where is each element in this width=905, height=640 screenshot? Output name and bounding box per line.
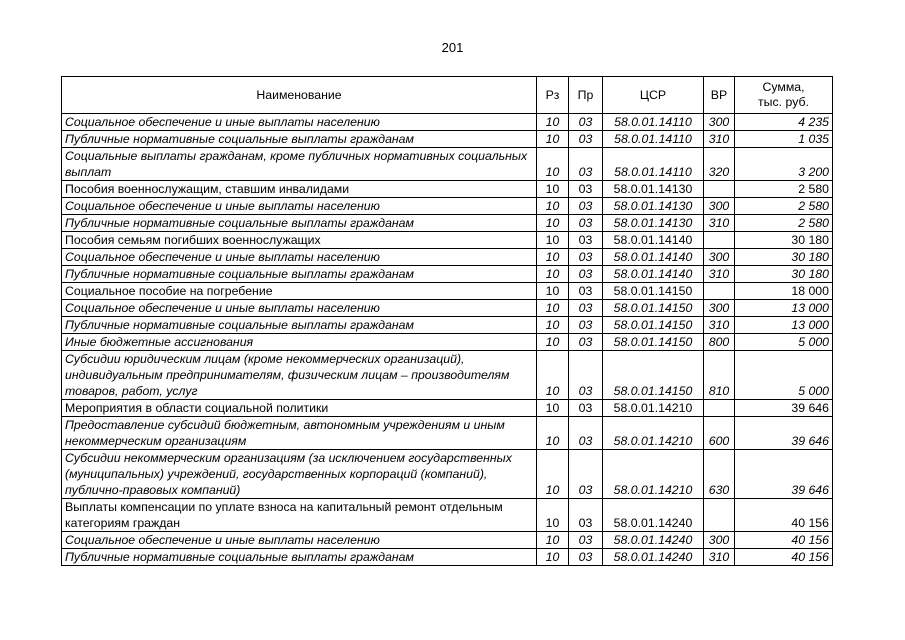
table-row [62,351,833,400]
cell-rz: 10 [537,400,569,417]
cell-pr: 03 [569,417,603,450]
cell-csr: 58.0.01.14130 [603,198,704,215]
cell-name: Социальное обеспечение и иные выплаты населению [62,249,537,266]
cell-name: Иные бюджетные ассигнования [62,334,537,351]
cell-name: Субсидии юридическим лицам (кроме некоммерческих организаций), индивидуальным предпринимателям, физическим лицам – производителям товаров, работ, услуг [62,351,537,400]
table-row [62,181,833,198]
cell-vr: 320 [704,148,735,181]
table-row [62,300,833,317]
cell-vr: 630 [704,450,735,499]
cell-name: Социальное обеспечение и иные выплаты населению [62,114,537,131]
cell-rz: 10 [537,198,569,215]
cell-amount: 39 646 [735,417,833,450]
cell-rz: 10 [537,266,569,283]
table-row [62,417,833,450]
cell-csr: 58.0.01.14240 [603,532,704,549]
cell-rz: 10 [537,334,569,351]
cell-csr: 58.0.01.14150 [603,334,704,351]
table-row [62,148,833,181]
cell-name: Социальное пособие на погребение [62,283,537,300]
cell-amount: 3 200 [735,148,833,181]
budget-table [61,76,833,566]
header-name: Наименование [62,77,537,114]
cell-pr: 03 [569,549,603,566]
cell-pr: 03 [569,266,603,283]
cell-csr: 58.0.01.14150 [603,300,704,317]
cell-amount: 2 580 [735,198,833,215]
cell-rz: 10 [537,499,569,532]
cell-vr: 600 [704,417,735,450]
table-row [62,232,833,249]
table-row [62,532,833,549]
cell-vr: 810 [704,351,735,400]
page-number: 201 [441,40,464,55]
cell-rz: 10 [537,249,569,266]
cell-vr: 300 [704,249,735,266]
cell-csr: 58.0.01.14110 [603,114,704,131]
header-pr: Пр [569,77,603,114]
cell-vr: 300 [704,114,735,131]
table-row [62,283,833,300]
cell-pr: 03 [569,181,603,198]
cell-name: Социальное обеспечение и иные выплаты населению [62,300,537,317]
cell-name: Выплаты компенсации по уплате взноса на капитальный ремонт отдельным категориям граждан [62,499,537,532]
cell-vr [704,181,735,198]
cell-csr: 58.0.01.14140 [603,266,704,283]
cell-pr: 03 [569,283,603,300]
cell-csr: 58.0.01.14150 [603,317,704,334]
cell-rz: 10 [537,317,569,334]
cell-rz: 10 [537,148,569,181]
header-csr: ЦСР [603,77,704,114]
cell-pr: 03 [569,198,603,215]
cell-name: Пособия семьям погибших военнослужащих [62,232,537,249]
cell-name: Публичные нормативные социальные выплаты гражданам [62,549,537,566]
cell-pr: 03 [569,499,603,532]
cell-vr: 310 [704,266,735,283]
cell-rz: 10 [537,532,569,549]
cell-csr: 58.0.01.14210 [603,417,704,450]
cell-csr: 58.0.01.14150 [603,283,704,300]
cell-pr: 03 [569,215,603,232]
cell-csr: 58.0.01.14150 [603,351,704,400]
table-row [62,198,833,215]
cell-vr [704,283,735,300]
cell-amount: 18 000 [735,283,833,300]
cell-amount: 13 000 [735,300,833,317]
cell-amount: 40 156 [735,499,833,532]
header-vr: ВР [704,77,735,114]
cell-rz: 10 [537,450,569,499]
header-amount-line1: Сумма, [762,80,805,94]
cell-vr: 310 [704,131,735,148]
cell-csr: 58.0.01.14140 [603,249,704,266]
table-header-row [62,77,833,114]
cell-amount: 39 646 [735,400,833,417]
cell-csr: 58.0.01.14130 [603,181,704,198]
cell-amount: 5 000 [735,351,833,400]
cell-csr: 58.0.01.14110 [603,148,704,181]
cell-amount: 2 580 [735,215,833,232]
table-row [62,131,833,148]
cell-rz: 10 [537,181,569,198]
cell-pr: 03 [569,532,603,549]
cell-name: Публичные нормативные социальные выплаты гражданам [62,215,537,232]
cell-pr: 03 [569,400,603,417]
table-row [62,266,833,283]
cell-pr: 03 [569,300,603,317]
table-row [62,499,833,532]
cell-csr: 58.0.01.14110 [603,131,704,148]
cell-rz: 10 [537,232,569,249]
cell-amount: 40 156 [735,549,833,566]
cell-pr: 03 [569,334,603,351]
cell-csr: 58.0.01.14240 [603,549,704,566]
cell-csr: 58.0.01.14130 [603,215,704,232]
cell-name: Мероприятия в области социальной политики [62,400,537,417]
cell-pr: 03 [569,450,603,499]
cell-amount: 13 000 [735,317,833,334]
cell-vr [704,499,735,532]
cell-rz: 10 [537,283,569,300]
cell-vr: 300 [704,198,735,215]
cell-pr: 03 [569,317,603,334]
table-row [62,334,833,351]
table-row [62,400,833,417]
cell-amount: 2 580 [735,181,833,198]
cell-vr: 300 [704,532,735,549]
cell-csr: 58.0.01.14210 [603,450,704,499]
cell-amount: 4 235 [735,114,833,131]
cell-csr: 58.0.01.14240 [603,499,704,532]
cell-rz: 10 [537,417,569,450]
header-rz: Рз [537,77,569,114]
table-row [62,549,833,566]
cell-amount: 30 180 [735,249,833,266]
cell-name: Субсидии некоммерческим организациям (за исключением государственных (муниципальных) учреждений, государственных корпораций (компаний), публично-правовых компаний) [62,450,537,499]
cell-name: Социальные выплаты гражданам, кроме публичных нормативных социальных выплат [62,148,537,181]
cell-pr: 03 [569,351,603,400]
cell-vr: 300 [704,300,735,317]
header-amount [735,77,833,114]
table-row [62,317,833,334]
cell-amount: 30 180 [735,266,833,283]
table-row [62,450,833,499]
cell-name: Публичные нормативные социальные выплаты гражданам [62,131,537,148]
cell-pr: 03 [569,131,603,148]
cell-vr: 310 [704,549,735,566]
cell-vr [704,232,735,249]
cell-name: Социальное обеспечение и иные выплаты населению [62,198,537,215]
cell-name: Публичные нормативные социальные выплаты гражданам [62,266,537,283]
cell-pr: 03 [569,148,603,181]
cell-vr [704,400,735,417]
cell-csr: 58.0.01.14140 [603,232,704,249]
table-row [62,114,833,131]
cell-pr: 03 [569,249,603,266]
cell-amount: 39 646 [735,450,833,499]
cell-amount: 30 180 [735,232,833,249]
cell-name: Социальное обеспечение и иные выплаты населению [62,532,537,549]
cell-rz: 10 [537,300,569,317]
cell-vr: 310 [704,317,735,334]
cell-amount: 5 000 [735,334,833,351]
cell-csr: 58.0.01.14210 [603,400,704,417]
cell-rz: 10 [537,215,569,232]
cell-name: Публичные нормативные социальные выплаты гражданам [62,317,537,334]
cell-amount: 1 035 [735,131,833,148]
cell-rz: 10 [537,549,569,566]
table-row [62,249,833,266]
cell-pr: 03 [569,114,603,131]
cell-name: Пособия военнослужащим, ставшим инвалидами [62,181,537,198]
cell-vr: 310 [704,215,735,232]
cell-rz: 10 [537,131,569,148]
cell-amount: 40 156 [735,532,833,549]
cell-pr: 03 [569,232,603,249]
table-body [62,114,833,566]
cell-rz: 10 [537,351,569,400]
cell-name: Предоставление субсидий бюджетным, автономным учреждениям и иным некоммерческим организациям [62,417,537,450]
cell-rz: 10 [537,114,569,131]
table-row [62,215,833,232]
header-amount-line2: тыс. руб. [758,95,809,109]
cell-vr: 800 [704,334,735,351]
